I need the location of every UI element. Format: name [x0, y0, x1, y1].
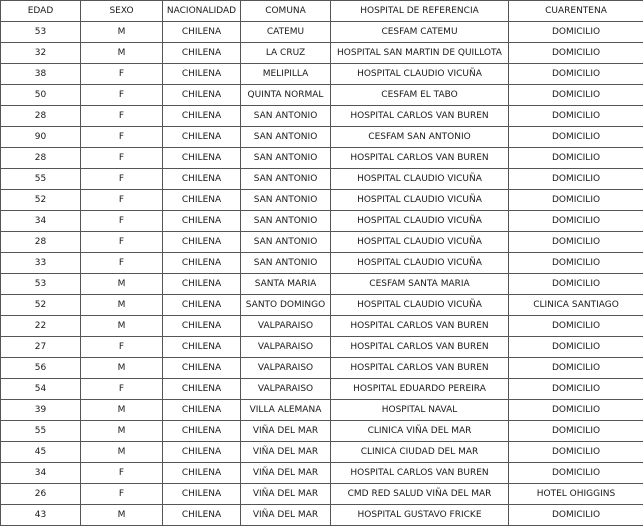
cell-nacionalidad: CHILENA: [163, 106, 241, 127]
cell-comuna: SAN ANTONIO: [241, 253, 331, 274]
header-nacionalidad: NACIONALIDAD: [163, 1, 241, 22]
cell-cuarentena: DOMICILIO: [509, 127, 643, 148]
cell-hospital: CLINICA VIÑA DEL MAR: [331, 421, 509, 442]
cell-edad: 54: [1, 379, 81, 400]
cell-edad: 50: [1, 85, 81, 106]
cell-sexo: F: [81, 379, 163, 400]
cell-edad: 43: [1, 505, 81, 526]
cell-hospital: HOSPITAL CARLOS VAN BUREN: [331, 148, 509, 169]
cell-nacionalidad: CHILENA: [163, 211, 241, 232]
cell-cuarentena: DOMICILIO: [509, 337, 643, 358]
cell-nacionalidad: CHILENA: [163, 442, 241, 463]
cell-comuna: VALPARAISO: [241, 337, 331, 358]
cell-sexo: M: [81, 316, 163, 337]
table-row: [1, 358, 643, 379]
cell-nacionalidad: CHILENA: [163, 337, 241, 358]
cell-comuna: VALPARAISO: [241, 379, 331, 400]
cell-nacionalidad: CHILENA: [163, 22, 241, 43]
cell-comuna: QUINTA NORMAL: [241, 85, 331, 106]
table-row: [1, 43, 643, 64]
cell-comuna: VIÑA DEL MAR: [241, 505, 331, 526]
cell-comuna: VILLA ALEMANA: [241, 400, 331, 421]
cell-hospital: HOSPITAL CARLOS VAN BUREN: [331, 316, 509, 337]
cell-hospital: HOSPITAL CARLOS VAN BUREN: [331, 358, 509, 379]
cell-hospital: CLINICA CIUDAD DEL MAR: [331, 442, 509, 463]
cell-hospital: HOSPITAL CARLOS VAN BUREN: [331, 106, 509, 127]
cell-nacionalidad: CHILENA: [163, 400, 241, 421]
cell-comuna: VIÑA DEL MAR: [241, 442, 331, 463]
cell-edad: 39: [1, 400, 81, 421]
cell-nacionalidad: CHILENA: [163, 232, 241, 253]
cell-edad: 27: [1, 337, 81, 358]
cell-sexo: F: [81, 85, 163, 106]
cell-sexo: M: [81, 22, 163, 43]
cell-hospital: HOSPITAL CLAUDIO VICUÑA: [331, 295, 509, 316]
cell-edad: 90: [1, 127, 81, 148]
cell-comuna: CATEMU: [241, 22, 331, 43]
cell-hospital: CESFAM SANTA MARIA: [331, 274, 509, 295]
cell-nacionalidad: CHILENA: [163, 274, 241, 295]
cell-hospital: CESFAM SAN ANTONIO: [331, 127, 509, 148]
table-row: [1, 463, 643, 484]
table-row: [1, 253, 643, 274]
cell-sexo: F: [81, 190, 163, 211]
cell-cuarentena: DOMICILIO: [509, 442, 643, 463]
cell-sexo: M: [81, 274, 163, 295]
table-row: [1, 127, 643, 148]
cell-nacionalidad: CHILENA: [163, 169, 241, 190]
cell-edad: 53: [1, 22, 81, 43]
cell-comuna: SAN ANTONIO: [241, 211, 331, 232]
cell-sexo: F: [81, 148, 163, 169]
cell-sexo: F: [81, 232, 163, 253]
cell-edad: 45: [1, 442, 81, 463]
cell-sexo: F: [81, 484, 163, 505]
cell-edad: 34: [1, 211, 81, 232]
cell-nacionalidad: CHILENA: [163, 358, 241, 379]
cell-hospital: CESFAM EL TABO: [331, 85, 509, 106]
cell-sexo: M: [81, 442, 163, 463]
cell-nacionalidad: CHILENA: [163, 253, 241, 274]
cell-sexo: M: [81, 400, 163, 421]
cell-edad: 32: [1, 43, 81, 64]
table-row: [1, 379, 643, 400]
cell-sexo: M: [81, 295, 163, 316]
cell-cuarentena: DOMICILIO: [509, 22, 643, 43]
cell-edad: 22: [1, 316, 81, 337]
cell-comuna: SAN ANTONIO: [241, 190, 331, 211]
cell-sexo: M: [81, 421, 163, 442]
cell-sexo: F: [81, 127, 163, 148]
cell-edad: 28: [1, 106, 81, 127]
cell-nacionalidad: CHILENA: [163, 505, 241, 526]
cell-hospital: HOSPITAL GUSTAVO FRICKE: [331, 505, 509, 526]
table-body: [1, 22, 643, 526]
cell-sexo: M: [81, 358, 163, 379]
cell-comuna: SAN ANTONIO: [241, 232, 331, 253]
cell-edad: 33: [1, 253, 81, 274]
cell-comuna: VIÑA DEL MAR: [241, 484, 331, 505]
cell-cuarentena: DOMICILIO: [509, 211, 643, 232]
cell-hospital: HOSPITAL CLAUDIO VICUÑA: [331, 211, 509, 232]
cell-comuna: VIÑA DEL MAR: [241, 463, 331, 484]
header-cuarentena: CUARENTENA: [509, 1, 643, 22]
cell-edad: 55: [1, 169, 81, 190]
cell-nacionalidad: CHILENA: [163, 43, 241, 64]
cell-sexo: F: [81, 106, 163, 127]
cell-hospital: HOSPITAL CARLOS VAN BUREN: [331, 337, 509, 358]
table-row: [1, 337, 643, 358]
cell-comuna: SANTO DOMINGO: [241, 295, 331, 316]
table-row: [1, 64, 643, 85]
table-row: [1, 169, 643, 190]
table-row: [1, 316, 643, 337]
cell-cuarentena: DOMICILIO: [509, 379, 643, 400]
cell-cuarentena: DOMICILIO: [509, 106, 643, 127]
cell-cuarentena: DOMICILIO: [509, 274, 643, 295]
table-row: [1, 211, 643, 232]
header-row: [1, 1, 643, 22]
table-row: [1, 295, 643, 316]
cell-edad: 52: [1, 190, 81, 211]
cell-nacionalidad: CHILENA: [163, 190, 241, 211]
cell-cuarentena: DOMICILIO: [509, 316, 643, 337]
cell-hospital: HOSPITAL EDUARDO PEREIRA: [331, 379, 509, 400]
cell-sexo: F: [81, 64, 163, 85]
cell-nacionalidad: CHILENA: [163, 85, 241, 106]
cell-cuarentena: DOMICILIO: [509, 169, 643, 190]
cell-sexo: F: [81, 337, 163, 358]
cell-nacionalidad: CHILENA: [163, 295, 241, 316]
cell-cuarentena: CLINICA SANTIAGO: [509, 295, 643, 316]
cell-hospital: HOSPITAL CARLOS VAN BUREN: [331, 463, 509, 484]
cell-edad: 56: [1, 358, 81, 379]
cell-cuarentena: DOMICILIO: [509, 43, 643, 64]
cell-nacionalidad: CHILENA: [163, 484, 241, 505]
cell-hospital: HOSPITAL CLAUDIO VICUÑA: [331, 232, 509, 253]
cell-edad: 55: [1, 421, 81, 442]
cell-hospital: CMD RED SALUD VIÑA DEL MAR: [331, 484, 509, 505]
cell-hospital: HOSPITAL SAN MARTIN DE QUILLOTA: [331, 43, 509, 64]
cell-hospital: CESFAM CATEMU: [331, 22, 509, 43]
cell-hospital: HOSPITAL NAVAL: [331, 400, 509, 421]
cell-sexo: F: [81, 253, 163, 274]
table-row: [1, 232, 643, 253]
table-row: [1, 22, 643, 43]
cell-comuna: SAN ANTONIO: [241, 169, 331, 190]
table-row: [1, 85, 643, 106]
cell-edad: 26: [1, 484, 81, 505]
table-row: [1, 274, 643, 295]
cell-cuarentena: DOMICILIO: [509, 253, 643, 274]
cell-cuarentena: DOMICILIO: [509, 190, 643, 211]
table-row: [1, 106, 643, 127]
cell-comuna: LA CRUZ: [241, 43, 331, 64]
table-row: [1, 148, 643, 169]
table-row: [1, 484, 643, 505]
cell-nacionalidad: CHILENA: [163, 379, 241, 400]
cell-cuarentena: DOMICILIO: [509, 505, 643, 526]
cell-nacionalidad: CHILENA: [163, 463, 241, 484]
cell-edad: 34: [1, 463, 81, 484]
table-row: [1, 400, 643, 421]
cell-edad: 52: [1, 295, 81, 316]
cell-edad: 28: [1, 148, 81, 169]
cell-hospital: HOSPITAL CLAUDIO VICUÑA: [331, 64, 509, 85]
table-row: [1, 505, 643, 526]
cell-cuarentena: DOMICILIO: [509, 64, 643, 85]
cell-cuarentena: DOMICILIO: [509, 463, 643, 484]
header-hospital: HOSPITAL DE REFERENCIA: [331, 1, 509, 22]
cell-edad: 28: [1, 232, 81, 253]
cell-comuna: MELIPILLA: [241, 64, 331, 85]
header-edad: EDAD: [1, 1, 81, 22]
table-row: [1, 421, 643, 442]
cell-nacionalidad: CHILENA: [163, 316, 241, 337]
table-row: [1, 442, 643, 463]
cell-edad: 53: [1, 274, 81, 295]
cell-cuarentena: DOMICILIO: [509, 358, 643, 379]
cell-cuarentena: DOMICILIO: [509, 421, 643, 442]
cell-nacionalidad: CHILENA: [163, 127, 241, 148]
cell-nacionalidad: CHILENA: [163, 148, 241, 169]
cell-cuarentena: DOMICILIO: [509, 232, 643, 253]
cell-comuna: VIÑA DEL MAR: [241, 421, 331, 442]
cell-comuna: SAN ANTONIO: [241, 127, 331, 148]
table-header: [1, 1, 643, 22]
cell-nacionalidad: CHILENA: [163, 421, 241, 442]
cell-hospital: HOSPITAL CLAUDIO VICUÑA: [331, 190, 509, 211]
cell-sexo: M: [81, 43, 163, 64]
table-row: [1, 190, 643, 211]
header-sexo: SEXO: [81, 1, 163, 22]
cell-nacionalidad: CHILENA: [163, 64, 241, 85]
cell-comuna: SAN ANTONIO: [241, 106, 331, 127]
cell-sexo: F: [81, 169, 163, 190]
cell-comuna: SANTA MARIA: [241, 274, 331, 295]
cell-comuna: SAN ANTONIO: [241, 148, 331, 169]
cell-comuna: VALPARAISO: [241, 316, 331, 337]
cell-sexo: F: [81, 463, 163, 484]
cell-hospital: HOSPITAL CLAUDIO VICUÑA: [331, 169, 509, 190]
cell-cuarentena: DOMICILIO: [509, 400, 643, 421]
cell-cuarentena: DOMICILIO: [509, 85, 643, 106]
cell-hospital: HOSPITAL CLAUDIO VICUÑA: [331, 253, 509, 274]
cell-sexo: F: [81, 211, 163, 232]
cell-edad: 38: [1, 64, 81, 85]
cell-comuna: VALPARAISO: [241, 358, 331, 379]
cell-sexo: M: [81, 505, 163, 526]
cell-cuarentena: HOTEL OHIGGINS: [509, 484, 643, 505]
header-comuna: COMUNA: [241, 1, 331, 22]
cell-cuarentena: DOMICILIO: [509, 148, 643, 169]
